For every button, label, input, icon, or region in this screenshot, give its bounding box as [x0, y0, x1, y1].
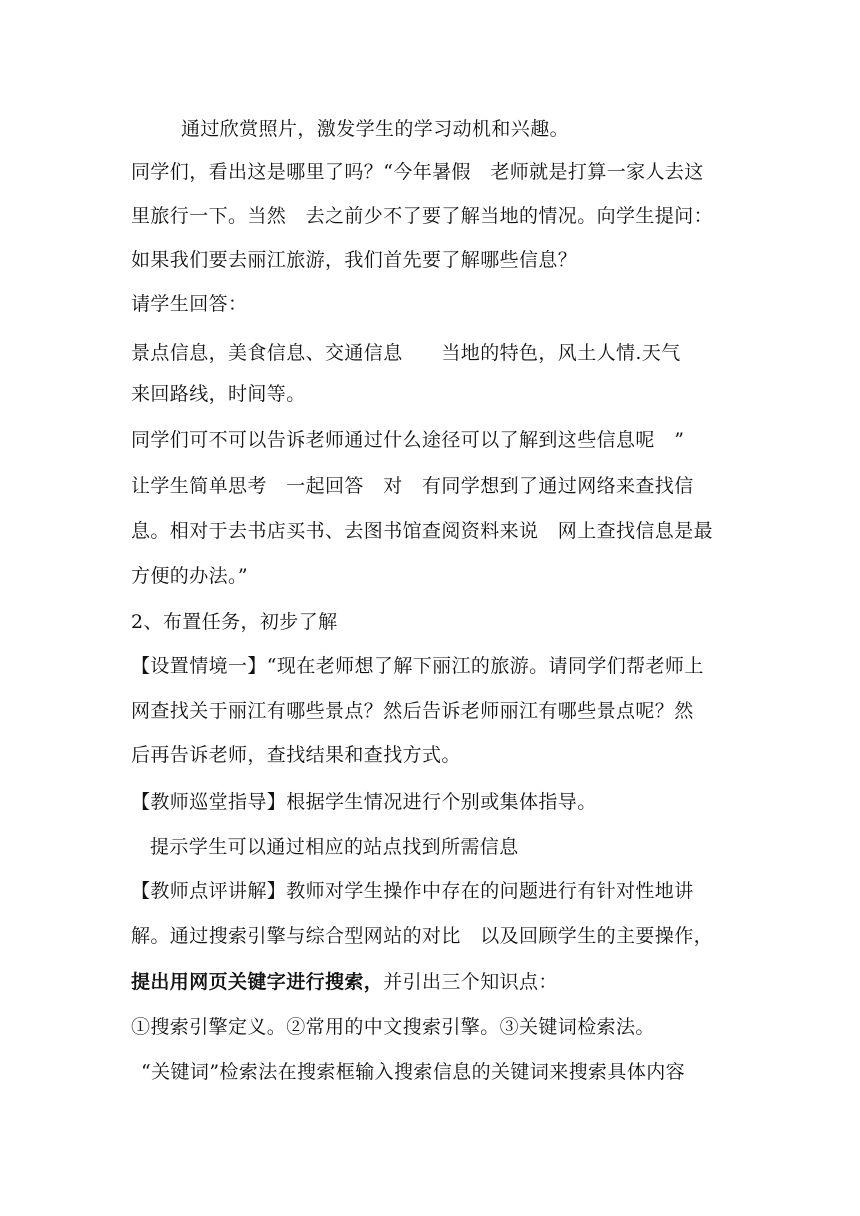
paragraph-line-7: 来回路线，时间等。	[131, 383, 306, 405]
paragraph-line-8: 同学们可不可以告诉老师通过什么途径可以了解到这些信息呢 ”	[131, 429, 685, 451]
paragraph-line-13: 【设置情境一】“现在老师想了解下丽江的旅游。请同学们帮老师上	[131, 655, 704, 677]
paragraph-line-10: 息。相对于去书店买书、去图书馆查阅资料来说 网上查找信息是最	[131, 520, 714, 542]
paragraph-line-18: 【教师点评讲解】教师对学生操作中存在的问题进行有针对性地讲	[131, 880, 694, 902]
paragraph-line-5: 请学生回答：	[131, 293, 248, 315]
paragraph-line-4: 如果我们要去丽江旅游，我们首先要了解哪些信息？	[131, 249, 578, 271]
paragraph-line-17: 提示学生可以通过相应的站点找到所需信息	[150, 836, 519, 858]
paragraph-line-1: 通过欣赏照片，激发学生的学习动机和兴趣。	[181, 118, 570, 140]
paragraph-line-9: 让学生简单思考 一起回答 对 有同学想到了通过网络来查找信	[131, 475, 694, 497]
bold-phrase: 提出用网页关键字进行搜索，	[131, 971, 384, 993]
paragraph-line-15: 后再告诉老师，查找结果和查找方式。	[131, 744, 461, 766]
paragraph-line-22: “关键词”检索法在搜索框输入搜索信息的关键词来搜索具体内容	[141, 1061, 686, 1083]
paragraph-line-11: 方便的办法。”	[131, 565, 249, 587]
paragraph-line-6: 景点信息，美食信息、交通信息 当地的特色，风土人情.天气	[131, 342, 681, 364]
paragraph-line-16: 【教师巡堂指导】根据学生情况进行个别或集体指导。	[131, 791, 597, 813]
paragraph-line-19: 解。通过搜索引擎与综合型网站的对比 以及回顾学生的主要操作，	[131, 925, 714, 947]
paragraph-line-20-rest: 并引出三个知识点：	[383, 971, 558, 993]
paragraph-line-14: 网查找关于丽江有哪些景点？然后告诉老师丽江有哪些景点呢？然	[131, 700, 694, 722]
paragraph-line-21: ①搜索引擎定义。②常用的中文搜索引擎。③关键词检索法。	[131, 1016, 655, 1038]
paragraph-line-2: 同学们，看出这是哪里了吗？“今年暑假 老师就是打算一家人去这	[131, 161, 704, 183]
paragraph-line-3: 里旅行一下。当然 去之前少不了要了解当地的情况。向学生提问：	[131, 205, 714, 227]
paragraph-line-20	[131, 970, 741, 994]
section-heading: 2、布置任务，初步了解	[131, 611, 338, 633]
